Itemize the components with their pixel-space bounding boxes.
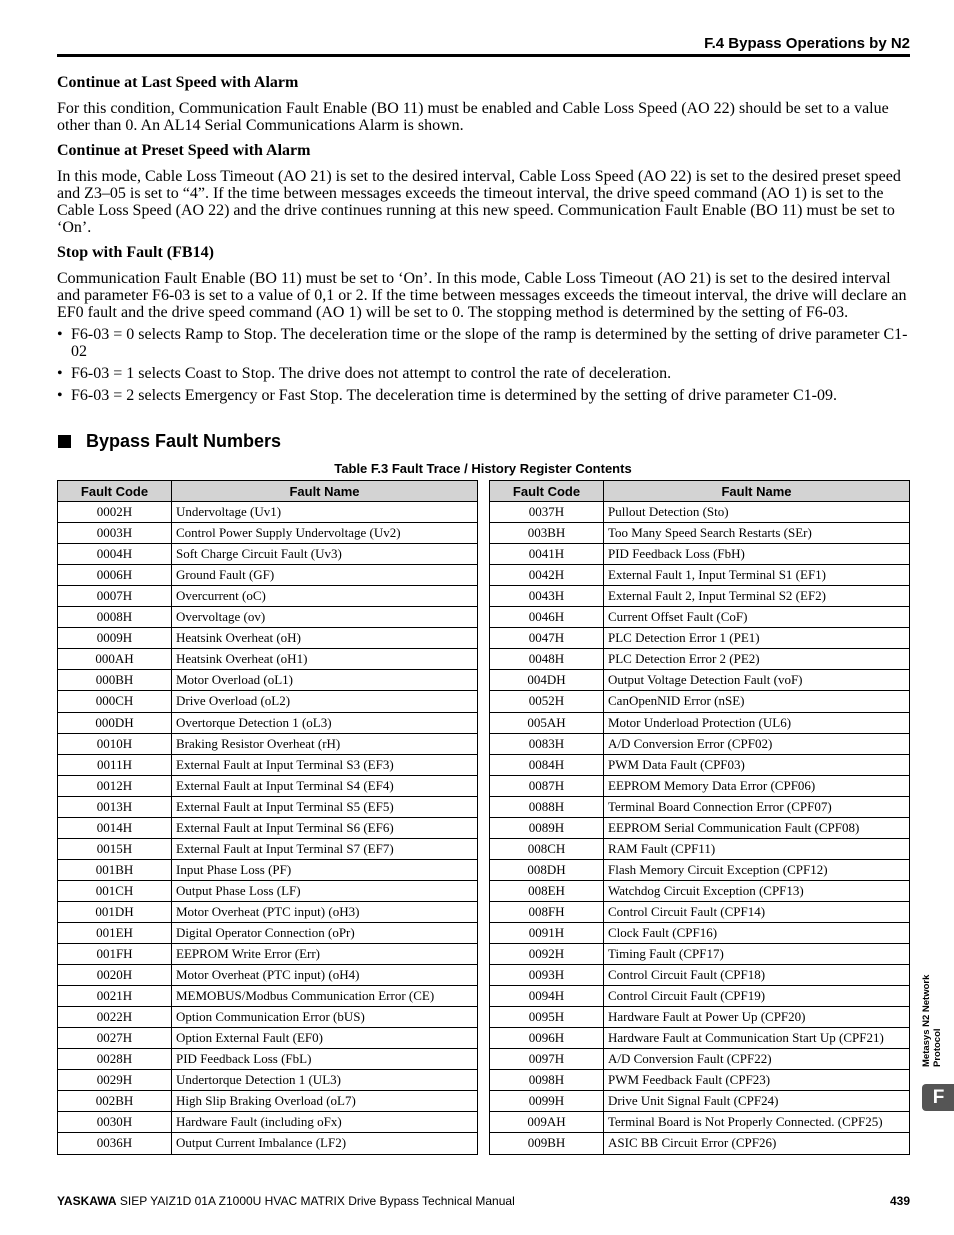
- fault-code-cell: 009AH: [490, 1112, 604, 1133]
- fault-name-cell: PID Feedback Loss (FbH): [604, 544, 910, 565]
- fault-code-cell: 0036H: [58, 1133, 172, 1154]
- fault-code-cell: 0012H: [58, 775, 172, 796]
- table-row: [58, 754, 478, 775]
- fault-code-cell: 0028H: [58, 1049, 172, 1070]
- fault-name-cell: Motor Overheat (PTC input) (oH3): [172, 901, 478, 922]
- fault-name-cell: External Fault at Input Terminal S4 (EF4): [172, 775, 478, 796]
- fault-code-cell: 003BH: [490, 523, 604, 544]
- table-row: [58, 670, 478, 691]
- fault-code-cell: 008CH: [490, 838, 604, 859]
- table-row: [490, 880, 910, 901]
- fault-name-cell: ASIC BB Circuit Error (CPF26): [604, 1133, 910, 1154]
- fault-code-cell: 0027H: [58, 1028, 172, 1049]
- fault-name-cell: Control Power Supply Undervoltage (Uv2): [172, 523, 478, 544]
- table-row: [58, 944, 478, 965]
- fault-code-cell: 0021H: [58, 986, 172, 1007]
- footer-manual-title: [57, 1194, 515, 1208]
- table-row: [58, 523, 478, 544]
- fault-name-cell: External Fault at Input Terminal S6 (EF6): [172, 817, 478, 838]
- fault-name-cell: Pullout Detection (Sto): [604, 502, 910, 523]
- bypass-fault-numbers-title: Bypass Fault Numbers: [86, 431, 282, 451]
- table-row: [490, 502, 910, 523]
- fault-name-cell: EEPROM Write Error (Err): [172, 944, 478, 965]
- fault-name-cell: Control Circuit Fault (CPF14): [604, 901, 910, 922]
- table-row: [490, 1133, 910, 1154]
- fault-code-cell: 0022H: [58, 1007, 172, 1028]
- fault-code-cell: 0006H: [58, 565, 172, 586]
- fault-name-cell: Overvoltage (ov): [172, 607, 478, 628]
- table-row: [490, 754, 910, 775]
- fault-code-cell: 000BH: [58, 670, 172, 691]
- fault-name-cell: Drive Overload (oL2): [172, 691, 478, 712]
- fault-code-cell: 0052H: [490, 691, 604, 712]
- fault-code-cell: 001EH: [58, 922, 172, 943]
- fault-name-cell: Motor Overload (oL1): [172, 670, 478, 691]
- header-rule: [57, 54, 910, 57]
- fault-name-cell: Braking Resistor Overheat (rH): [172, 733, 478, 754]
- fault-name-cell: Drive Unit Signal Fault (CPF24): [604, 1091, 910, 1112]
- table-row: [58, 1091, 478, 1112]
- fault-code-cell: 0098H: [490, 1070, 604, 1091]
- fault-code-cell: 000CH: [58, 691, 172, 712]
- table-row: [58, 712, 478, 733]
- table-row: [490, 859, 910, 880]
- fault-code-cell: 0029H: [58, 1070, 172, 1091]
- paragraph-stop-with-fault: Communication Fault Enable (BO 11) must be set to ‘On’. In this mode, Cable Loss Timeout (AO 21) is set to the desired interval and parameter F6-03 is set to a value of 0,1 or 2. If the time between messages exceeds the timeout interval, the drive will declare an EF0 fault and the drive speed command (AO 1) will be set to 0. The stopping method is determined by the setting of F6-03.: [57, 270, 907, 321]
- fault-name-cell: Hardware Fault (including oFx): [172, 1112, 478, 1133]
- fault-code-cell: 0087H: [490, 775, 604, 796]
- table-row: [58, 1049, 478, 1070]
- fault-code-cell: 008EH: [490, 880, 604, 901]
- fault-name-cell: Overtorque Detection 1 (oL3): [172, 712, 478, 733]
- fault-name-cell: Digital Operator Connection (oPr): [172, 922, 478, 943]
- fault-name-cell: Overcurrent (oC): [172, 586, 478, 607]
- fault-name-cell: Too Many Speed Search Restarts (SEr): [604, 523, 910, 544]
- fault-name-cell: Clock Fault (CPF16): [604, 922, 910, 943]
- fault-code-cell: 0084H: [490, 754, 604, 775]
- column-header-fault-name: Fault Name: [604, 481, 910, 502]
- section-heading-stop-with-fault: Stop with Fault (FB14): [57, 244, 214, 261]
- fault-code-cell: 0048H: [490, 649, 604, 670]
- fault-code-cell: 0014H: [58, 817, 172, 838]
- table-row: [490, 544, 910, 565]
- fault-name-cell: Motor Underload Protection (UL6): [604, 712, 910, 733]
- paragraph-preset-speed: In this mode, Cable Loss Timeout (AO 21) is set to the desired interval, Cable Loss Speed (AO 22) is set to the desired preset speed and Z3–05 is set to “4”. If the time between messages exceeds the timeout interval, the drive speed command (AO 1) is set to the Cable Loss Speed (AO 22) and the drive continues running at this new speed. Communication Fault Enable (BO 11) must be set to ‘On’.: [57, 168, 901, 236]
- table-row: [490, 986, 910, 1007]
- table-row: [490, 775, 910, 796]
- fault-name-cell: Control Circuit Fault (CPF19): [604, 986, 910, 1007]
- fault-code-cell: 0008H: [58, 607, 172, 628]
- table-row: [58, 502, 478, 523]
- table-row: [58, 965, 478, 986]
- table-row: [58, 649, 478, 670]
- fault-name-cell: Ground Fault (GF): [172, 565, 478, 586]
- fault-name-cell: Input Phase Loss (PF): [172, 859, 478, 880]
- fault-code-cell: 000AH: [58, 649, 172, 670]
- body-content: [57, 74, 911, 409]
- fault-code-cell: 0009H: [58, 628, 172, 649]
- fault-code-cell: 0092H: [490, 944, 604, 965]
- table-row: [490, 1070, 910, 1091]
- fault-name-cell: Undervoltage (Uv1): [172, 502, 478, 523]
- table-row: [58, 817, 478, 838]
- fault-name-cell: PID Feedback Loss (FbL): [172, 1049, 478, 1070]
- table-row: [490, 1049, 910, 1070]
- page-number: 439: [889, 1194, 910, 1208]
- fault-code-cell: 0013H: [58, 796, 172, 817]
- section-heading-last-speed: Continue at Last Speed with Alarm: [57, 74, 299, 91]
- fault-code-cell: 0003H: [58, 523, 172, 544]
- table-row: [490, 733, 910, 754]
- table-row: [490, 523, 910, 544]
- table-row: [490, 712, 910, 733]
- table-row: [58, 880, 478, 901]
- page-header-title: F.4 Bypass Operations by N2: [704, 35, 910, 52]
- table-row: [490, 670, 910, 691]
- fault-name-cell: Timing Fault (CPF17): [604, 944, 910, 965]
- table-row: [58, 838, 478, 859]
- fault-code-cell: 0020H: [58, 965, 172, 986]
- fault-code-cell: 0047H: [490, 628, 604, 649]
- bullet-item: • F6-03 = 1 selects Coast to Stop. The drive does not attempt to control the rate of deceleration.: [57, 365, 911, 382]
- fault-code-cell: 0099H: [490, 1091, 604, 1112]
- bullet-item: • F6-03 = 2 selects Emergency or Fast Stop. The deceleration time is determined by the setting of drive parameter C1-09.: [57, 387, 911, 404]
- bullet-item: • F6-03 = 0 selects Ramp to Stop. The deceleration time or the slope of the ramp is determined by the setting of drive parameter C1-02: [57, 326, 911, 360]
- section-heading-preset-speed: Continue at Preset Speed with Alarm: [57, 142, 311, 159]
- fault-code-cell: 0010H: [58, 733, 172, 754]
- table-row: [58, 628, 478, 649]
- fault-name-cell: External Fault at Input Terminal S5 (EF5): [172, 796, 478, 817]
- fault-name-cell: EEPROM Serial Communication Fault (CPF08): [604, 817, 910, 838]
- fault-name-cell: A/D Conversion Error (CPF02): [604, 733, 910, 754]
- fault-name-cell: A/D Conversion Fault (CPF22): [604, 1049, 910, 1070]
- fault-table-right: [489, 480, 910, 1155]
- fault-code-cell: 009BH: [490, 1133, 604, 1154]
- table-row: [490, 796, 910, 817]
- table-row: [58, 1112, 478, 1133]
- fault-code-cell: 0002H: [58, 502, 172, 523]
- table-row: [490, 1007, 910, 1028]
- fault-name-cell: Heatsink Overheat (oH): [172, 628, 478, 649]
- table-row: [58, 691, 478, 712]
- fault-name-cell: Soft Charge Circuit Fault (Uv3): [172, 544, 478, 565]
- table-row: [490, 1028, 910, 1049]
- fault-name-cell: Hardware Fault at Power Up (CPF20): [604, 1007, 910, 1028]
- fault-name-cell: External Fault 2, Input Terminal S2 (EF2): [604, 586, 910, 607]
- square-bullet-icon: [58, 435, 71, 448]
- fault-name-cell: High Slip Braking Overload (oL7): [172, 1091, 478, 1112]
- fault-code-cell: 001DH: [58, 901, 172, 922]
- fault-name-cell: Flash Memory Circuit Exception (CPF12): [604, 859, 910, 880]
- table-row: [58, 733, 478, 754]
- fault-code-cell: 0088H: [490, 796, 604, 817]
- table-row: [58, 796, 478, 817]
- column-header-fault-code: Fault Code: [58, 481, 172, 502]
- table-row: [490, 1091, 910, 1112]
- table-row: [58, 1028, 478, 1049]
- column-header-fault-code: Fault Code: [490, 481, 604, 502]
- fault-name-cell: Output Current Imbalance (LF2): [172, 1133, 478, 1154]
- fault-code-cell: 0094H: [490, 986, 604, 1007]
- fault-name-cell: Heatsink Overheat (oH1): [172, 649, 478, 670]
- fault-code-cell: 0015H: [58, 838, 172, 859]
- table-row: [490, 565, 910, 586]
- table-row: [490, 649, 910, 670]
- fault-code-cell: 008DH: [490, 859, 604, 880]
- fault-name-cell: Output Voltage Detection Fault (voF): [604, 670, 910, 691]
- fault-name-cell: Terminal Board is Not Properly Connected. (CPF25): [604, 1112, 910, 1133]
- table-row: [58, 607, 478, 628]
- table-row: [490, 691, 910, 712]
- fault-code-cell: 0083H: [490, 733, 604, 754]
- table-row: [490, 901, 910, 922]
- table-row: [58, 901, 478, 922]
- fault-code-cell: 004DH: [490, 670, 604, 691]
- fault-name-cell: PLC Detection Error 1 (PE1): [604, 628, 910, 649]
- side-tab-letter: F: [922, 1084, 954, 1111]
- fault-name-cell: Undertorque Detection 1 (UL3): [172, 1070, 478, 1091]
- fault-name-cell: Terminal Board Connection Error (CPF07): [604, 796, 910, 817]
- table-row: [490, 944, 910, 965]
- fault-code-cell: 005AH: [490, 712, 604, 733]
- fault-code-cell: 008FH: [490, 901, 604, 922]
- table-row: [490, 965, 910, 986]
- table-row: [490, 628, 910, 649]
- fault-code-cell: 0093H: [490, 965, 604, 986]
- page-footer: [57, 1194, 910, 1208]
- footer-manual-name: SIEP YAIZ1D 01A Z1000U HVAC MATRIX Drive Bypass Technical Manual: [116, 1194, 515, 1208]
- table-row: [58, 1007, 478, 1028]
- table-row: [58, 1070, 478, 1091]
- fault-code-cell: 0042H: [490, 565, 604, 586]
- table-row: [58, 859, 478, 880]
- fault-name-cell: Motor Overheat (PTC input) (oH4): [172, 965, 478, 986]
- fault-name-cell: Watchdog Circuit Exception (CPF13): [604, 880, 910, 901]
- fault-code-cell: 0004H: [58, 544, 172, 565]
- fault-name-cell: PWM Feedback Fault (CPF23): [604, 1070, 910, 1091]
- fault-name-cell: External Fault 1, Input Terminal S1 (EF1): [604, 565, 910, 586]
- bullet-list: [57, 326, 911, 404]
- table-row: [58, 1133, 478, 1154]
- fault-code-cell: 0011H: [58, 754, 172, 775]
- table-row: [490, 586, 910, 607]
- fault-code-cell: 001FH: [58, 944, 172, 965]
- fault-name-cell: Output Phase Loss (LF): [172, 880, 478, 901]
- table-caption: Table F.3 Fault Trace / History Register Contents: [334, 461, 632, 476]
- fault-name-cell: RAM Fault (CPF11): [604, 838, 910, 859]
- fault-code-cell: 0030H: [58, 1112, 172, 1133]
- table-row: [490, 1112, 910, 1133]
- fault-code-cell: 0041H: [490, 544, 604, 565]
- fault-code-cell: 0037H: [490, 502, 604, 523]
- side-tab-label: Metasys N2 Network Protocol: [921, 974, 943, 1067]
- bypass-fault-numbers-heading: [58, 431, 281, 452]
- fault-name-cell: PLC Detection Error 2 (PE2): [604, 649, 910, 670]
- fault-code-cell: 0096H: [490, 1028, 604, 1049]
- table-row: [58, 922, 478, 943]
- fault-code-cell: 0097H: [490, 1049, 604, 1070]
- table-row: [58, 544, 478, 565]
- table-row: [58, 586, 478, 607]
- fault-name-cell: Option External Fault (EF0): [172, 1028, 478, 1049]
- fault-name-cell: EEPROM Memory Data Error (CPF06): [604, 775, 910, 796]
- table-row: [490, 838, 910, 859]
- fault-code-cell: 0046H: [490, 607, 604, 628]
- table-row: [58, 565, 478, 586]
- table-row: [490, 817, 910, 838]
- fault-code-cell: 001CH: [58, 880, 172, 901]
- fault-code-cell: 0095H: [490, 1007, 604, 1028]
- fault-name-cell: Current Offset Fault (CoF): [604, 607, 910, 628]
- fault-name-cell: Option Communication Error (bUS): [172, 1007, 478, 1028]
- table-row: [490, 607, 910, 628]
- fault-name-cell: External Fault at Input Terminal S3 (EF3): [172, 754, 478, 775]
- fault-code-cell: 0089H: [490, 817, 604, 838]
- table-row: [58, 986, 478, 1007]
- fault-name-cell: PWM Data Fault (CPF03): [604, 754, 910, 775]
- fault-table-left: [57, 480, 478, 1155]
- fault-name-cell: MEMOBUS/Modbus Communication Error (CE): [172, 986, 478, 1007]
- fault-name-cell: CanOpenNID Error (nSE): [604, 691, 910, 712]
- paragraph-last-speed: For this condition, Communication Fault Enable (BO 11) must be enabled and Cable Loss Speed (AO 22) should be set to a value other than 0. An AL14 Serial Communications Alarm is shown.: [57, 100, 889, 134]
- fault-name-cell: Hardware Fault at Communication Start Up (CPF21): [604, 1028, 910, 1049]
- footer-brand: YASKAWA: [57, 1194, 117, 1208]
- fault-name-cell: Control Circuit Fault (CPF18): [604, 965, 910, 986]
- column-header-fault-name: Fault Name: [172, 481, 478, 502]
- table-row: [490, 922, 910, 943]
- fault-code-cell: 000DH: [58, 712, 172, 733]
- fault-code-cell: 002BH: [58, 1091, 172, 1112]
- table-row: [58, 775, 478, 796]
- fault-code-cell: 001BH: [58, 859, 172, 880]
- fault-code-cell: 0007H: [58, 586, 172, 607]
- fault-code-cell: 0043H: [490, 586, 604, 607]
- fault-name-cell: External Fault at Input Terminal S7 (EF7): [172, 838, 478, 859]
- fault-code-cell: 0091H: [490, 922, 604, 943]
